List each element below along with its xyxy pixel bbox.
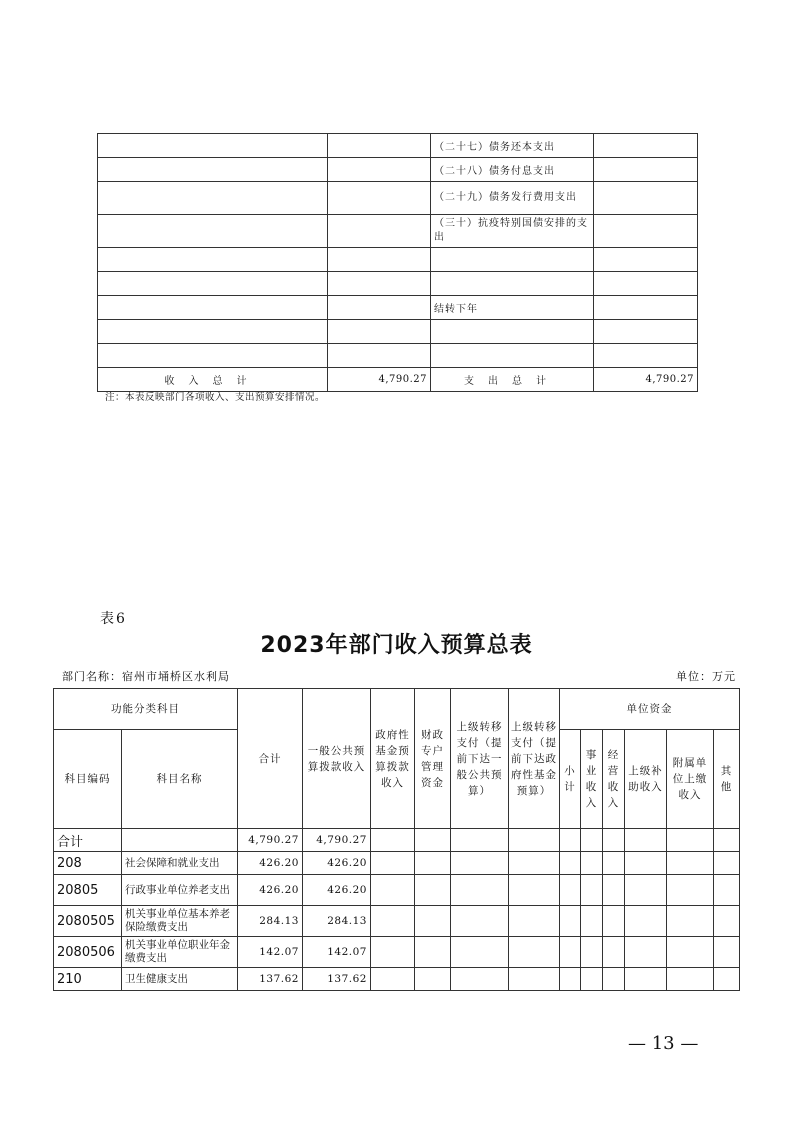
empty-cell: [98, 272, 328, 296]
table-row: [98, 320, 698, 344]
row-total: 137.62: [238, 968, 303, 991]
table-row: [98, 344, 698, 368]
table-row: [54, 829, 740, 852]
empty-cell: [603, 968, 625, 991]
table-row: [98, 134, 698, 158]
row-total: 4,790.27: [238, 829, 303, 852]
empty-cell: [415, 875, 451, 906]
row-code: 合计: [54, 829, 122, 852]
empty-cell: [581, 968, 603, 991]
header-total: 合计: [238, 689, 303, 829]
row-code: 20805: [54, 875, 122, 906]
empty-cell: [98, 296, 328, 320]
table-row: [98, 296, 698, 320]
table-row: [98, 158, 698, 182]
empty-cell: [560, 875, 581, 906]
empty-cell: [594, 344, 698, 368]
empty-cell: [371, 875, 415, 906]
empty-cell: [667, 968, 714, 991]
empty-cell: [451, 906, 509, 937]
row-name: 机关事业单位职业年金缴费支出: [122, 937, 238, 968]
empty-cell: [328, 296, 431, 320]
empty-cell: [98, 344, 328, 368]
header-func-class: 功能分类科目: [54, 689, 238, 730]
row-name: 社会保障和就业支出: [122, 852, 238, 875]
header-transfer-fund: 上级转移支付（提前下达政府性基金预算）: [509, 689, 560, 829]
empty-cell: [581, 937, 603, 968]
empty-cell: [594, 134, 698, 158]
empty-cell: [594, 182, 698, 215]
header-gov-fund: 政府性基金预算拨款收入: [371, 689, 415, 829]
row-total: 284.13: [238, 906, 303, 937]
empty-cell: [581, 906, 603, 937]
empty-cell: [371, 852, 415, 875]
empty-cell: [603, 875, 625, 906]
empty-cell: [451, 829, 509, 852]
row-name: 卫生健康支出: [122, 968, 238, 991]
expense-item: [431, 320, 594, 344]
unit-label: 单位：万元: [676, 670, 736, 683]
header-business-income: 事业收入: [581, 730, 603, 829]
empty-cell: [603, 937, 625, 968]
expense-total-label: 支出总计: [431, 368, 594, 392]
empty-cell: [98, 158, 328, 182]
empty-cell: [625, 852, 667, 875]
empty-cell: [328, 248, 431, 272]
empty-cell: [667, 829, 714, 852]
expense-item: （三十）抗疫特别国债安排的支出: [431, 215, 594, 248]
header-affiliated-income: 附属单位上缴收入: [667, 730, 714, 829]
empty-cell: [371, 968, 415, 991]
row-name: [122, 829, 238, 852]
empty-cell: [98, 248, 328, 272]
income-expense-summary-table: [97, 133, 698, 392]
empty-cell: [560, 968, 581, 991]
empty-cell: [328, 215, 431, 248]
empty-cell: [594, 320, 698, 344]
empty-cell: [415, 968, 451, 991]
empty-cell: [509, 829, 560, 852]
empty-cell: [714, 906, 740, 937]
row-general-budget: 4,790.27: [303, 829, 371, 852]
empty-cell: [581, 875, 603, 906]
empty-cell: [98, 182, 328, 215]
table-row: [98, 248, 698, 272]
row-name: 机关事业单位基本养老保险缴费支出: [122, 906, 238, 937]
empty-cell: [371, 937, 415, 968]
empty-cell: [594, 215, 698, 248]
empty-cell: [560, 829, 581, 852]
row-general-budget: 426.20: [303, 852, 371, 875]
empty-cell: [98, 134, 328, 158]
empty-cell: [328, 158, 431, 182]
expense-item: [431, 248, 594, 272]
row-total: 142.07: [238, 937, 303, 968]
empty-cell: [667, 906, 714, 937]
empty-cell: [714, 875, 740, 906]
empty-cell: [714, 829, 740, 852]
empty-cell: [509, 937, 560, 968]
empty-cell: [328, 134, 431, 158]
row-general-budget: 137.62: [303, 968, 371, 991]
row-general-budget: 426.20: [303, 875, 371, 906]
expense-item: [431, 272, 594, 296]
empty-cell: [714, 968, 740, 991]
expense-item: （二十九）债务发行费用支出: [431, 182, 594, 215]
empty-cell: [560, 937, 581, 968]
table-row: [98, 272, 698, 296]
table-row: [54, 875, 740, 906]
row-code: 210: [54, 968, 122, 991]
empty-cell: [594, 158, 698, 182]
empty-cell: [560, 852, 581, 875]
row-code: 2080505: [54, 906, 122, 937]
empty-cell: [667, 852, 714, 875]
department-name: 部门名称：宿州市埇桥区水利局: [62, 670, 230, 683]
row-code: 208: [54, 852, 122, 875]
empty-cell: [415, 937, 451, 968]
expense-total-value: 4,790.27: [594, 368, 698, 392]
header-operating-income: 经营收入: [603, 730, 625, 829]
empty-cell: [509, 968, 560, 991]
empty-cell: [415, 852, 451, 875]
empty-cell: [603, 906, 625, 937]
total-row: [98, 368, 698, 392]
empty-cell: [328, 182, 431, 215]
row-code: 2080506: [54, 937, 122, 968]
empty-cell: [451, 852, 509, 875]
header-unit-funds: 单位资金: [560, 689, 740, 730]
expense-item: 结转下年: [431, 296, 594, 320]
table-row: [54, 937, 740, 968]
table-note: 注：本表反映部门各项收入、支出预算安排情况。: [105, 392, 326, 403]
empty-cell: [451, 937, 509, 968]
table-row: [98, 182, 698, 215]
header-general-budget: 一般公共预算拨款收入: [303, 689, 371, 829]
table-row: [54, 968, 740, 991]
row-general-budget: 142.07: [303, 937, 371, 968]
table-row: [98, 215, 698, 248]
empty-cell: [451, 875, 509, 906]
empty-cell: [625, 906, 667, 937]
empty-cell: [714, 937, 740, 968]
header-fiscal-special: 财政专户管理资金: [415, 689, 451, 829]
empty-cell: [594, 248, 698, 272]
empty-cell: [371, 906, 415, 937]
empty-cell: [603, 829, 625, 852]
empty-cell: [98, 215, 328, 248]
empty-cell: [625, 968, 667, 991]
expense-item: （二十七）债务还本支出: [431, 134, 594, 158]
page-number: — 13 —: [628, 1033, 699, 1054]
empty-cell: [328, 272, 431, 296]
empty-cell: [581, 852, 603, 875]
empty-cell: [714, 852, 740, 875]
header-code: 科目编码: [54, 730, 122, 829]
income-total-label: 收入总计: [98, 368, 328, 392]
empty-cell: [328, 344, 431, 368]
empty-cell: [509, 852, 560, 875]
empty-cell: [509, 875, 560, 906]
header-name: 科目名称: [122, 730, 238, 829]
row-total: 426.20: [238, 875, 303, 906]
income-budget-table: [53, 688, 740, 991]
empty-cell: [581, 829, 603, 852]
empty-cell: [625, 875, 667, 906]
header-subsidy-income: 上级补助收入: [625, 730, 667, 829]
header-other: 其他: [714, 730, 740, 829]
income-total-value: 4,790.27: [328, 368, 431, 392]
empty-cell: [98, 320, 328, 344]
empty-cell: [560, 906, 581, 937]
row-total: 426.20: [238, 852, 303, 875]
empty-cell: [594, 272, 698, 296]
table-row: [54, 906, 740, 937]
header-transfer-general: 上级转移支付（提前下达一般公共预算）: [451, 689, 509, 829]
expense-item: （二十八）债务付息支出: [431, 158, 594, 182]
empty-cell: [625, 937, 667, 968]
row-general-budget: 284.13: [303, 906, 371, 937]
table-number: 表6: [100, 611, 127, 627]
row-name: 行政事业单位养老支出: [122, 875, 238, 906]
empty-cell: [594, 296, 698, 320]
header-subtotal: 小计: [560, 730, 581, 829]
empty-cell: [451, 968, 509, 991]
empty-cell: [328, 320, 431, 344]
empty-cell: [415, 829, 451, 852]
table-row: [54, 852, 740, 875]
empty-cell: [371, 829, 415, 852]
empty-cell: [509, 906, 560, 937]
empty-cell: [603, 852, 625, 875]
empty-cell: [667, 937, 714, 968]
page-title: 2023年部门收入预算总表: [260, 633, 533, 658]
empty-cell: [667, 875, 714, 906]
empty-cell: [625, 829, 667, 852]
expense-item: [431, 344, 594, 368]
empty-cell: [415, 906, 451, 937]
